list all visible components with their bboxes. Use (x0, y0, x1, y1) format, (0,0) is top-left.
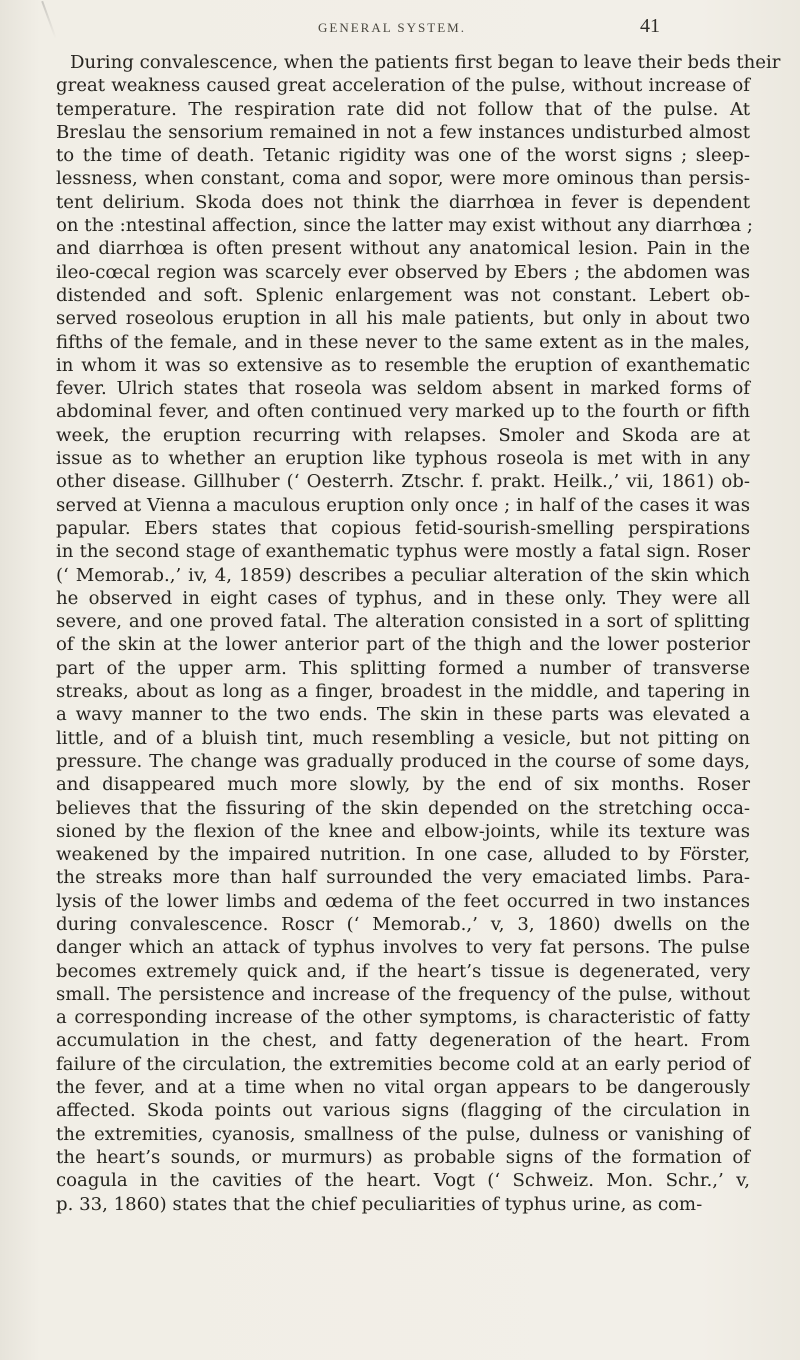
text-line: coagula in the cavities of the heart. Vogt (‘ Schweiz. Mon. Schr.,’ v, (56, 1170, 750, 1192)
text-line: fifths of the female, and in these never to the same extent as in the males, (56, 331, 750, 353)
text-line: ileo-cœcal region was scarcely ever observed by Ebers ; the abdomen was (56, 261, 750, 283)
text-line: fever. Ulrich states that roseola was seldom absent in marked forms of (56, 378, 750, 400)
text-line: distended and soft. Splenic enlargement was not constant. Lebert ob- (56, 284, 750, 306)
text-line: part of the upper arm. This splitting formed a number of transverse (56, 657, 750, 679)
text-line: affected. Skoda points out various signs (flagging of the circulation in (56, 1100, 750, 1122)
text-line: issue as to whether an eruption like typhous roseola is met with in any (56, 448, 750, 470)
text-line: the streaks more than half surrounded the very emaciated limbs. Para- (56, 867, 750, 889)
text-line: lessness, when constant, coma and sopor, were more ominous than persis- (56, 168, 750, 190)
text-line: weakened by the impaired nutrition. In one case, alluded to by Förster, (56, 844, 750, 866)
text-line: other disease. Gillhuber (‘ Oesterrh. Ztschr. f. prakt. Heilk.,’ vii, 1861) ob- (56, 471, 750, 493)
text-line: small. The persistence and increase of the frequency of the pulse, without (56, 983, 750, 1005)
text-line: in whom it was so extensive as to resemble the eruption of exanthematic (56, 354, 750, 376)
text-line: (‘ Memorab.,’ iv, 4, 1859) describes a peculiar alteration of the skin which (56, 564, 750, 586)
text-line: great weakness caused great acceleration of the pulse, without increase of (56, 75, 750, 97)
text-line: he observed in eight cases of typhus, and in these only. They were all (56, 587, 750, 609)
text-line: the heart’s sounds, or murmurs) as probable signs of the formation of (56, 1146, 750, 1168)
text-line: p. 33, 1860) states that the chief peculiarities of typhus urine, as com- (56, 1193, 703, 1215)
text-line: papular. Ebers states that copious fetid-sourish-smelling perspirations (56, 517, 750, 539)
text-line: lysis of the lower limbs and œdema of the feet occurred in two instances (56, 890, 750, 912)
text-line: served at Vienna a maculous eruption only once ; in half of the cases it was (56, 494, 750, 516)
text-line: little, and of a bluish tint, much resembling a vesicle, but not pitting on (56, 727, 750, 749)
text-line: the extremities, cyanosis, smallness of the pulse, dulness or vanishing of (56, 1123, 750, 1145)
text-line: on the :ntestinal affection, since the latter may exist without any diarrhœa ; (56, 215, 753, 237)
text-line: and diarrhœa is often present without any anatomical lesion. Pain in the (56, 238, 750, 260)
running-title: GENERAL SYSTEM. (318, 20, 466, 35)
text-line: abdominal fever, and often continued very marked up to the fourth or fifth (56, 401, 750, 423)
text-line: severe, and one proved fatal. The alteration consisted in a sort of splitting (56, 611, 750, 633)
text-line: week, the eruption recurring with relapses. Smoler and Skoda are at (56, 424, 750, 446)
text-line: During convalescence, when the patients first began to leave their beds their (70, 52, 781, 73)
text-line: streaks, about as long as a finger, broadest in the middle, and tapering in (56, 681, 750, 703)
text-line: of the skin at the lower anterior part of the thigh and the lower posterior (56, 634, 750, 656)
text-line: temperature. The respiration rate did not follow that of the pulse. At (56, 98, 750, 120)
text-line: during convalescence. Roscr (‘ Memorab.,’ v, 3, 1860) dwells on the (56, 913, 750, 935)
text-line: failure of the circulation, the extremities become cold at an early period of (56, 1053, 750, 1075)
body-text (56, 51, 781, 1216)
text-line: pressure. The change was gradually produced in the course of some days, (56, 750, 750, 772)
text-line: served roseolous eruption in all his male patients, but only in about two (56, 308, 750, 330)
text-line: and disappeared much more slowly, by the end of six months. Roser (56, 774, 750, 796)
text-line: to the time of death. Tetanic rigidity was one of the worst signs ; sleep- (56, 145, 750, 167)
text-line: a corresponding increase of the other symptoms, is characteristic of fatty (56, 1007, 750, 1029)
text-line: the fever, and at a time when no vital organ appears to be dangerously (56, 1077, 750, 1099)
text-line: becomes extremely quick and, if the heart’s tissue is degenerated, very (56, 960, 750, 982)
text-line: tent delirium. Skoda does not think the diarrhœa in fever is dependent (56, 191, 750, 213)
running-head (0, 14, 800, 44)
page-number: 41 (640, 15, 660, 37)
text-line: Breslau the sensorium remained in not a few instances undisturbed almost (56, 121, 750, 143)
text-line: sioned by the flexion of the knee and elbow-joints, while its texture was (56, 820, 750, 842)
text-line: danger which an attack of typhus involves to very fat persons. The pulse (56, 937, 750, 959)
text-line: a wavy manner to the two ends. The skin in these parts was elevated a (56, 704, 750, 726)
text-line: in the second stage of exanthematic typhus were mostly a fatal sign. Roser (56, 541, 750, 563)
text-line: accumulation in the chest, and fatty degeneration of the heart. From (56, 1030, 750, 1052)
text-line: believes that the fissuring of the skin depended on the stretching occa- (56, 797, 750, 819)
